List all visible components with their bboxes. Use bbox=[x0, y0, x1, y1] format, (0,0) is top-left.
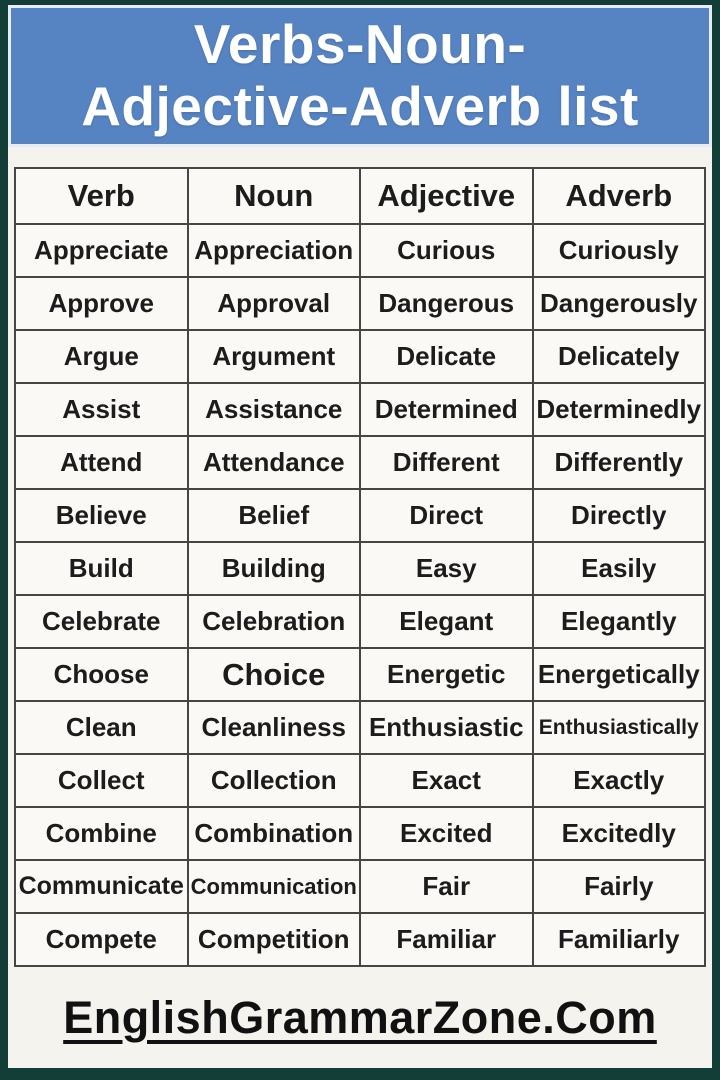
table-row bbox=[15, 754, 705, 807]
table-cell: Combine bbox=[15, 807, 188, 860]
table-cell: Argue bbox=[15, 330, 188, 383]
page-title-line-2: Adjective-Adverb list bbox=[81, 75, 639, 137]
table-row bbox=[15, 701, 705, 754]
table-header bbox=[15, 168, 705, 224]
page-title-line-1: Verbs-Noun- bbox=[193, 13, 527, 76]
table-row bbox=[15, 542, 705, 595]
table-cell: Exactly bbox=[533, 754, 706, 807]
table-cell: Excited bbox=[360, 807, 533, 860]
table-cell: Choose bbox=[15, 648, 188, 701]
table-row bbox=[15, 224, 705, 277]
table-cell: Dangerously bbox=[533, 277, 706, 330]
table-cell: Fair bbox=[360, 860, 533, 913]
table-cell: Different bbox=[360, 436, 533, 489]
table-cell: Collect bbox=[15, 754, 188, 807]
table-cell: Competition bbox=[188, 913, 361, 966]
footer-band bbox=[14, 967, 706, 1068]
table-cell: Believe bbox=[15, 489, 188, 542]
table-cell: Choice bbox=[188, 648, 361, 701]
table-row bbox=[15, 913, 705, 966]
table-cell: Assist bbox=[15, 383, 188, 436]
word-table bbox=[14, 167, 706, 967]
table-cell: Directly bbox=[533, 489, 706, 542]
table-cell: Argument bbox=[188, 330, 361, 383]
table-cell: Celebration bbox=[188, 595, 361, 648]
table-cell: Direct bbox=[360, 489, 533, 542]
table-cell: Cleanliness bbox=[188, 701, 361, 754]
table-cell: Enthusiastically bbox=[533, 701, 706, 754]
table-cell: Curiously bbox=[533, 224, 706, 277]
table-cell: Elegant bbox=[360, 595, 533, 648]
table-cell: Enthusiastic bbox=[360, 701, 533, 754]
table-cell: Belief bbox=[188, 489, 361, 542]
column-header: Adjective bbox=[360, 168, 533, 224]
table-row bbox=[15, 807, 705, 860]
table-row bbox=[15, 648, 705, 701]
table-row bbox=[15, 860, 705, 913]
table-cell: Easily bbox=[533, 542, 706, 595]
table-cell: Compete bbox=[15, 913, 188, 966]
table-cell: Energetically bbox=[533, 648, 706, 701]
table-row bbox=[15, 383, 705, 436]
table-cell: Determinedly bbox=[533, 383, 706, 436]
table-cell: Delicately bbox=[533, 330, 706, 383]
table-cell: Clean bbox=[15, 701, 188, 754]
table-cell: Excitedly bbox=[533, 807, 706, 860]
table-cell: Attendance bbox=[188, 436, 361, 489]
header-row bbox=[15, 168, 705, 224]
table-cell: Determined bbox=[360, 383, 533, 436]
table-row bbox=[15, 595, 705, 648]
table-cell: Appreciate bbox=[15, 224, 188, 277]
table-cell: Delicate bbox=[360, 330, 533, 383]
table-cell: Build bbox=[15, 542, 188, 595]
table-cell: Curious bbox=[360, 224, 533, 277]
table-cell: Communicate bbox=[15, 860, 188, 913]
table-body bbox=[15, 224, 705, 966]
table-row bbox=[15, 489, 705, 542]
table-cell: Differently bbox=[533, 436, 706, 489]
table-cell: Celebrate bbox=[15, 595, 188, 648]
table-cell: Exact bbox=[360, 754, 533, 807]
table-cell: Building bbox=[188, 542, 361, 595]
table-cell: Easy bbox=[360, 542, 533, 595]
table-row bbox=[15, 330, 705, 383]
table-row bbox=[15, 277, 705, 330]
table-row bbox=[15, 436, 705, 489]
table-cell: Assistance bbox=[188, 383, 361, 436]
title-banner bbox=[8, 5, 712, 147]
table-cell: Appreciation bbox=[188, 224, 361, 277]
table-cell: Energetic bbox=[360, 648, 533, 701]
table-cell: Familiarly bbox=[533, 913, 706, 966]
table-cell: Communication bbox=[188, 860, 361, 913]
column-header: Noun bbox=[188, 168, 361, 224]
column-header: Adverb bbox=[533, 168, 706, 224]
table-cell: Approve bbox=[15, 277, 188, 330]
site-name: EnglishGrammarZone.Com bbox=[63, 991, 657, 1043]
column-header: Verb bbox=[15, 168, 188, 224]
table-cell: Combination bbox=[188, 807, 361, 860]
content-area bbox=[8, 147, 712, 1068]
table-cell: Elegantly bbox=[533, 595, 706, 648]
table-cell: Approval bbox=[188, 277, 361, 330]
table-cell: Collection bbox=[188, 754, 361, 807]
table-cell: Familiar bbox=[360, 913, 533, 966]
table-cell: Attend bbox=[15, 436, 188, 489]
table-cell: Fairly bbox=[533, 860, 706, 913]
table-cell: Dangerous bbox=[360, 277, 533, 330]
